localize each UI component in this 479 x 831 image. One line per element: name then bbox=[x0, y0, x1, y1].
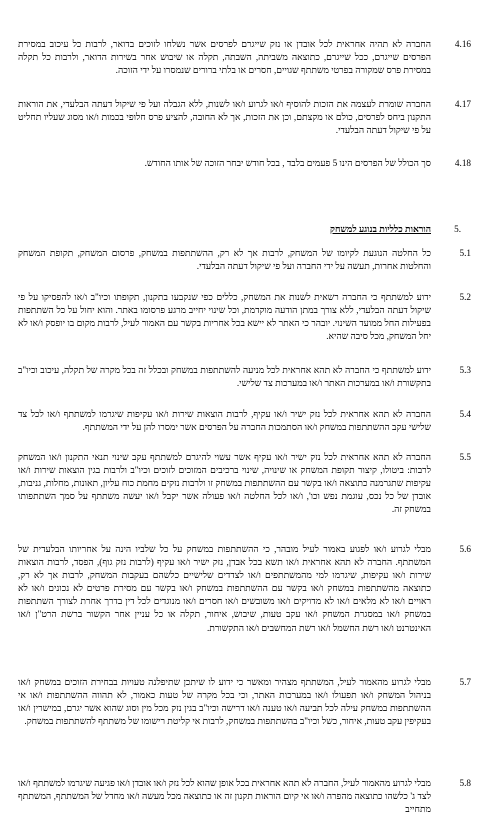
clause-number: 5.7 bbox=[459, 677, 471, 687]
clause-number: 5.2 bbox=[459, 292, 471, 302]
clause-text: החברה לא תהא אחראית לכל נזק ישיר ו/או עקיף אשר עשוי להיגרם למשתתף עקב שינוי תנאי התקנון ו/או המשחק לרבות: ביטולו, קיצור תקופת המשחק או שינויה, שינוי ברכיבים המזוכים לזוכים וכיו"ב ולרבות בגין הוצאות שירות ו/או עקיפות שתגרמנה כתוצאה ו/או בקשר עם ההשתתפות במשחק זו ולרבות נזקים מחמת כוח עליון, תאונות, מחלות, גניבות, אובדן של כל נכס, עוגמת נפש וכו', ו/או לכל החלטה ו/או פעולה אשר יקבל ו/או יעשה משתתף על סמך השתתפותו במשחק זה. bbox=[18, 452, 431, 515]
clause-text: החברה שומרת לעצמה את הזכות להוסיף ו/או לגרוע ו/או לשנות, ללא הגבלה ועל פי שיקול דעתה הבלעדי, את הוראות התקנון ביחס לפרסים, כולם או מקצתם, וכן את הזכות, אך לא החובה, להציע פרס חלופי בכמות ו/או מסוג שעליו תחליט על פי שיקול דעתה הבלעדי. bbox=[18, 99, 431, 136]
clause-number: 5.6 bbox=[459, 544, 471, 554]
clause-text: מבלי לגרוע מהאמור לעיל, המשתתף מצהיר ומאשר כי ידוע לו שיתכן שתיפלנה טעויות בבחירת הזוכים במשחק ו/או בניהול המשחק ו/או תפעולו ו/או במערכות האתר, וכי בכל מקרה של טעות כאמור, לא תהווה ההשתתפות ו/או אי ההשתתפות במשחק עילה לכל תביעה ו/או טענה ו/או דרישה וכיו"ב בגין נזק מכל מין וסוג שהוא אשר יגרם, במישרין ו/או בעקיפין עקב טעות, איחור, כשל וכיו"ב בהשתתפות במשחק, לרבות אי קליטת רישומו של משתתף להשתתפות במשחק. bbox=[18, 677, 431, 727]
clause-5-4 bbox=[18, 408, 471, 434]
clause-text: ידוע למשתתף כי החברה רשאית לשנות את המשחק, כללים כפי שנקבעו בתקנון, תקופתו וכיו"ב ו/או להפסיקו על פי שיקול דעתה הבלעדי, ללא צורך במתן הודעה מוקדמת, וכל שינוי יחייב מרגע פרסומו באתר. והוא יחול על כל השתתפות בפעילות החל ממועד השינוי. יובהר כי האתר לא יישא בכל אחריות בקשר עם האמור לעיל, לרבות מקום בו יופסק ו/או לא יחל המשחק, מכל סיבה שהיא. bbox=[18, 292, 431, 342]
clause-text: החברה לא תהא אחראית לכל נזק ישיר ו/או עקיף, לרבות הוצאות שירות ו/או עקיפות שיגרמו למשתתף ו/או לכל צד שלישי עקב ההשתתפות במשחק ו/או הסתמכות החברה על הפרסים אשר ימסרו להן על ידי המשתתף. bbox=[18, 409, 431, 433]
clause-5-3 bbox=[18, 364, 471, 390]
clause-number: 5.1 bbox=[459, 248, 471, 258]
clause-number: 5.5 bbox=[459, 452, 471, 462]
clause-text: מבלי לגרוע מהאמור לעיל, החברה לא תהא אחראית בכל אופן שהוא לכל נזק ו/או אובדן ו/או פגיעה שיגרמו למשתתף ו/או לצד ג' כלשהו כתוצאה מהפרה ו/או אי קיום הוראות תקנון זה או כתוצאה מכל מעשה ו/או מחדל של המשתתף, המשתתף מתחייב bbox=[18, 778, 431, 815]
clause-text: סך הכולל של הפרסים הינו 5 פעמים בלבד , בכל חודש יבחר הזוכה של אותו החודש. bbox=[144, 158, 431, 168]
clause-number: 4.18 bbox=[454, 158, 471, 168]
clause-number: 5.4 bbox=[459, 409, 471, 419]
clause-number: 5.8 bbox=[459, 778, 471, 788]
section-number: 5. bbox=[454, 224, 461, 234]
clause-4-16 bbox=[18, 38, 471, 77]
clause-5-8 bbox=[18, 777, 471, 816]
section-title: הוראות כלליות בנוגע למשחק bbox=[330, 224, 431, 234]
clause-5-7 bbox=[18, 676, 471, 728]
clause-5-2 bbox=[18, 291, 471, 343]
clause-text: כל החלטה הנוגעת לקיומו של המשחק, לרבות אך לא רק, ההשתתפות במשחק, פרסום המשחק, תקופת המשחק והחלטות אחרות, תעשה על ידי החברה ועל פי שיקול דעתה הבלעדי. bbox=[18, 248, 431, 272]
clause-4-17 bbox=[18, 98, 471, 137]
clause-text: החברה לא תהיה אחראית לכל אובדן או נזק שייגרם לפרסים אשר נשלחו לזוכים בדואר, לרבות כל עיכוב במסירת הפרסים שייגרם, ככל שייגרם, כתוצאה משביתה, השבתה, תקלה או שיבוש אחר בשירות הדואר, ולרבות כל תקלה במסירת פרס שמקורה בפרטי משתתף שגויים, חסרים או בלתי ברורים שנמסרו על ידי הזוכה. bbox=[18, 39, 431, 76]
clause-5-1 bbox=[18, 247, 471, 273]
clause-number: 5.3 bbox=[459, 365, 471, 375]
clause-4-18 bbox=[18, 157, 471, 170]
clause-text: מבלי לגרוע ו/או לפגוע באמור לעיל מובהר, כי ההשתתפות במשחק על כל שלביו הינה על אחריותו הבלעדית של המשתתף. החברה לא תהא אחראית ו/או תשא בכל אבדן, נזק ישיר ו/או עקיף (לרבות נזק גוף), הפסד, לרבות הוצאות שירות ו/או עקיפות, שיגרמו למי מהמשתתפים ו/או לצדדים שלישיים כלשהם בעקבות המשחק, לרבות אך לא רק, כתוצאה מהשתתפות במשחק ו/או בקשר עם ההשתתפות במשחק ו/או בקשר עם מסירת פרטים לא נכונים ו/או לא ראויים ו/או לא מלאים ו/או לא מדויקים ו/או משובשים ו/או חסרים ו/או מנוגדים לכל דין בדרך אחרת לצורך השתתפות במשחק ו/או במסגרת המשחק ו/או עקב טעות, שיבוש, איחור, תקלה או כל עניין אחר הקשור ברשת הרט"ן ו/או האינטרנט ו/או רשת החשמל ו/או רשת המחשבים ו/או התקשורת. bbox=[18, 544, 431, 633]
clause-5-5 bbox=[18, 451, 471, 516]
clause-number: 4.16 bbox=[454, 39, 471, 49]
clause-number: 4.17 bbox=[454, 99, 471, 109]
clause-5-6 bbox=[18, 543, 471, 635]
section-heading bbox=[18, 223, 471, 236]
clause-text: ידוע למשתתף כי החברה לא תהא אחראית לכל מניעה להשתתפות במשחק ובכלל זה בכל מקרה של תקלה, עיכוב וכיו"ב בתקשורת ו/או במערכות האתר ו/או במערכות צד שלישי. bbox=[18, 365, 431, 389]
